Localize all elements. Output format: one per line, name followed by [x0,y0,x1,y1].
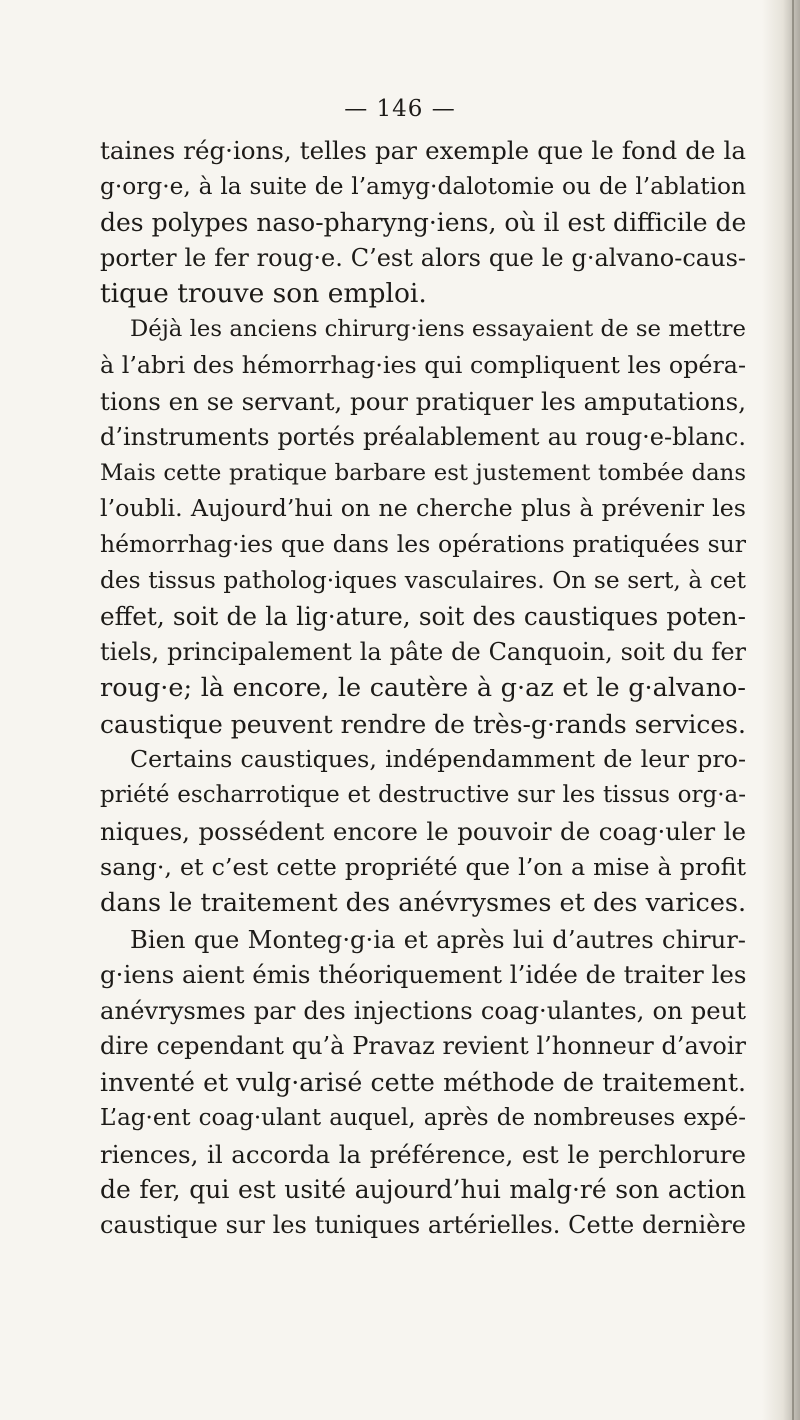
text-line: inventé et vulg·arisé cette méthode de traitement. [100,1067,746,1097]
text-line: priété escharrotique et destructive sur les tissus org·a- [100,782,746,809]
body-text [100,133,746,1244]
text-line: tique trouve son emploi. [100,278,427,310]
text-line: caustique sur les tuniques artérielles. Cette dernière [100,1211,746,1240]
text-line: à l’abri des hémorrhag·ies qui compliquent les opéra- [100,351,746,380]
text-line: tiels, principalement la pâte de Canquoin, soit du fer [100,637,746,666]
text-line: roug·e; là encore, le cautère à g·az et le g·alvano- [100,672,746,703]
text-line: l’oubli. Aujourd’hui on ne cherche plus à prévenir les [100,494,746,523]
page-number: — 146 — [344,96,456,122]
text-line: L’ag·ent coag·ulant auquel, après de nombreuses expé- [100,1104,746,1131]
text-line: Mais cette pratique barbare est justement tombée dans [100,459,746,486]
text-line: caustique peuvent rendre de très-g·rands services. [100,709,746,739]
page-edge-shadow [762,0,800,1420]
text-line: g·iens aient émis théoriquement l’idée de traiter les [100,960,747,990]
text-line: des polypes naso-pharyng·iens, où il est difficile de [100,207,747,237]
text-line: effet, soit de la lig·ature, soit des caustiques poten- [100,601,746,631]
text-line: sang·, et c’est cette propriété que l’on a mise à profit [100,852,746,881]
text-line: g·org·e, à la suite de l’amyg·dalotomie ou de l’ablation [100,172,746,200]
text-line: Bien que Monteg·g·ia et après lui d’autres chirur- [130,924,746,954]
text-line: de fer, qui est usité aujourd’hui malg·ré son action [100,1175,746,1205]
text-line: tions en se servant, pour pratiquer les amputations, [100,386,746,416]
text-line: niques, possédent encore le pouvoir de coag·uler le [100,817,746,847]
text-line: riences, il accorda la préférence, est le perchlorure [100,1139,746,1169]
text-line: des tissus patholog·iques vasculaires. On se sert, à cet [100,567,746,595]
text-line: anévrysmes par des injections coag·ulantes, on peut [100,996,746,1026]
text-line: porter le fer roug·e. C’est alors que le g·alvano-caus- [100,243,746,272]
text-line: dans le traitement des anévrysmes et des varices. [100,887,747,918]
text-line: taines rég·ions, telles par exemple que le fond de la [100,136,746,165]
text-line: Certains caustiques, indépendamment de leur pro- [130,745,746,774]
text-line: dire cependant qu’à Pravaz revient l’honneur d’avoir [100,1032,746,1061]
text-line: hémorrhag·ies que dans les opérations pratiquées sur [100,530,746,559]
text-line: Déjà les anciens chirurg·iens essayaient de se mettre [130,316,746,343]
text-line: d’instruments portés préalablement au roug·e-blanc. [100,422,746,451]
page-edge-line [792,0,794,1420]
